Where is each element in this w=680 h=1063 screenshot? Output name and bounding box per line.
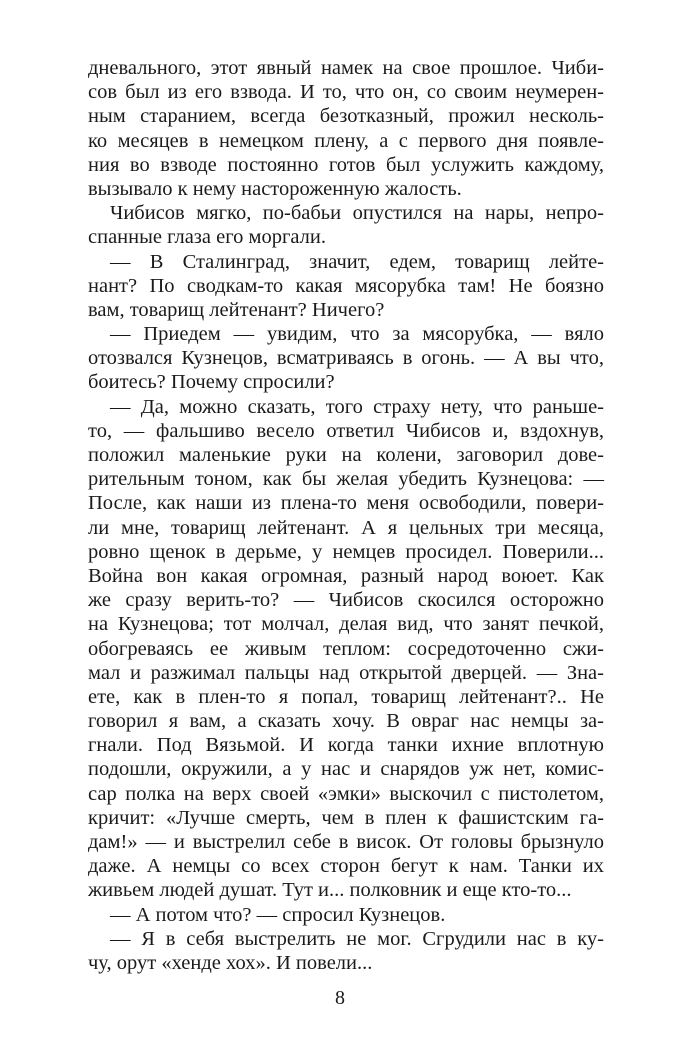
- text-line: ли мне, товарищ лейтенант. А я цельных три месяца,: [88, 516, 604, 539]
- text-line: ко месяцев в немецком плену, а с первого дня появле-: [88, 129, 604, 152]
- text-line: чу, орут «хенде хох». И повели...: [88, 951, 373, 974]
- text-line: ния во взводе постоянно готов был услужить каждому,: [88, 153, 604, 176]
- text-line: вам, товарищ лейтенант? Ничего?: [88, 298, 385, 321]
- text-line: гнали. Под Вязьмой. И когда танки ихние вплотную: [88, 734, 604, 757]
- text-line: дневального, этот явный намек на свое прошлое. Чиби-: [88, 57, 604, 79]
- page-number: 8: [335, 987, 345, 1009]
- page-text: [88, 56, 604, 975]
- text-line: на Кузнецова; тот молчал, делая вид, что занят печкой,: [88, 613, 604, 636]
- text-line: мал и разжимал пальцы над открытой дверцей. — Зна-: [88, 661, 604, 684]
- text-line: — Я в себя выстрелить не мог. Сгрудили нас в ку-: [110, 927, 604, 950]
- text-line: отозвался Кузнецов, всматриваясь в огонь. — А вы что,: [88, 347, 604, 370]
- text-line: вызывало к нему настороженную жалость.: [88, 177, 462, 200]
- text-line: говорил я вам, а сказать хочу. В овраг нас немцы за-: [88, 710, 604, 733]
- text-line: же сразу верить-то? — Чибисов скосился осторожно: [88, 589, 604, 612]
- text-line: даже. А немцы со всех сторон бегут к нам. Танки их: [88, 855, 604, 878]
- text-line: дам!» — и выстрелил себе в висок. От головы брызнуло: [88, 831, 604, 853]
- text-line: сар полка на верх своей «эмки» выскочил с пистолетом,: [88, 782, 604, 805]
- text-line: спанные глаза его моргали.: [88, 226, 326, 249]
- text-line: подошли, окружили, а у нас и снарядов уж нет, комис-: [88, 758, 604, 781]
- text-line: ровно щенок в дерьме, у немцев просидел. Поверили...: [88, 540, 604, 563]
- text-line: сов был из его взвода. И то, что он, со своим неумерен-: [88, 81, 604, 104]
- text-line: Война вон какая огромная, разный народ воюет. Как: [88, 564, 604, 587]
- text-line: боитесь? Почему спросили?: [88, 371, 335, 394]
- text-line: живьем людей душат. Тут и... полковник и еще кто-то...: [88, 879, 572, 902]
- text-line: После, как наши из плена-то меня освободили, повери-: [88, 492, 604, 515]
- text-line: Чибисов мягко, по-бабьи опустился на нары, непро-: [110, 202, 604, 225]
- text-line: то, — фальшиво весело ответил Чибисов и, вздохнув,: [88, 419, 604, 442]
- text-line: ете, как в плен-то я попал, товарищ лейтенант?.. Не: [88, 685, 604, 708]
- text-line: — Да, можно сказать, того страху нету, что раньше-: [110, 395, 604, 418]
- text-line: положил маленькие руки на колени, заговорил дове-: [88, 444, 604, 466]
- text-line: — А потом что? — спросил Кузнецов.: [110, 903, 446, 926]
- text-line: — В Сталинград, значит, едем, товарищ лейте-: [110, 250, 604, 273]
- text-line: обогреваясь ее живым теплом: сосредоточенно сжи-: [88, 637, 604, 660]
- text-line: нант? По сводкам-то какая мясорубка там! Не боязно: [88, 274, 604, 297]
- text-line: рительным тоном, как бы желая убедить Кузнецова: —: [88, 468, 604, 491]
- text-line: — Приедем — увидим, что за мясорубка, — вяло: [110, 323, 604, 346]
- text-line: ным старанием, всегда безотказный, прожил несколь-: [88, 105, 604, 128]
- text-line: кричит: «Лучше смерть, чем в плен к фашистским га-: [88, 806, 604, 829]
